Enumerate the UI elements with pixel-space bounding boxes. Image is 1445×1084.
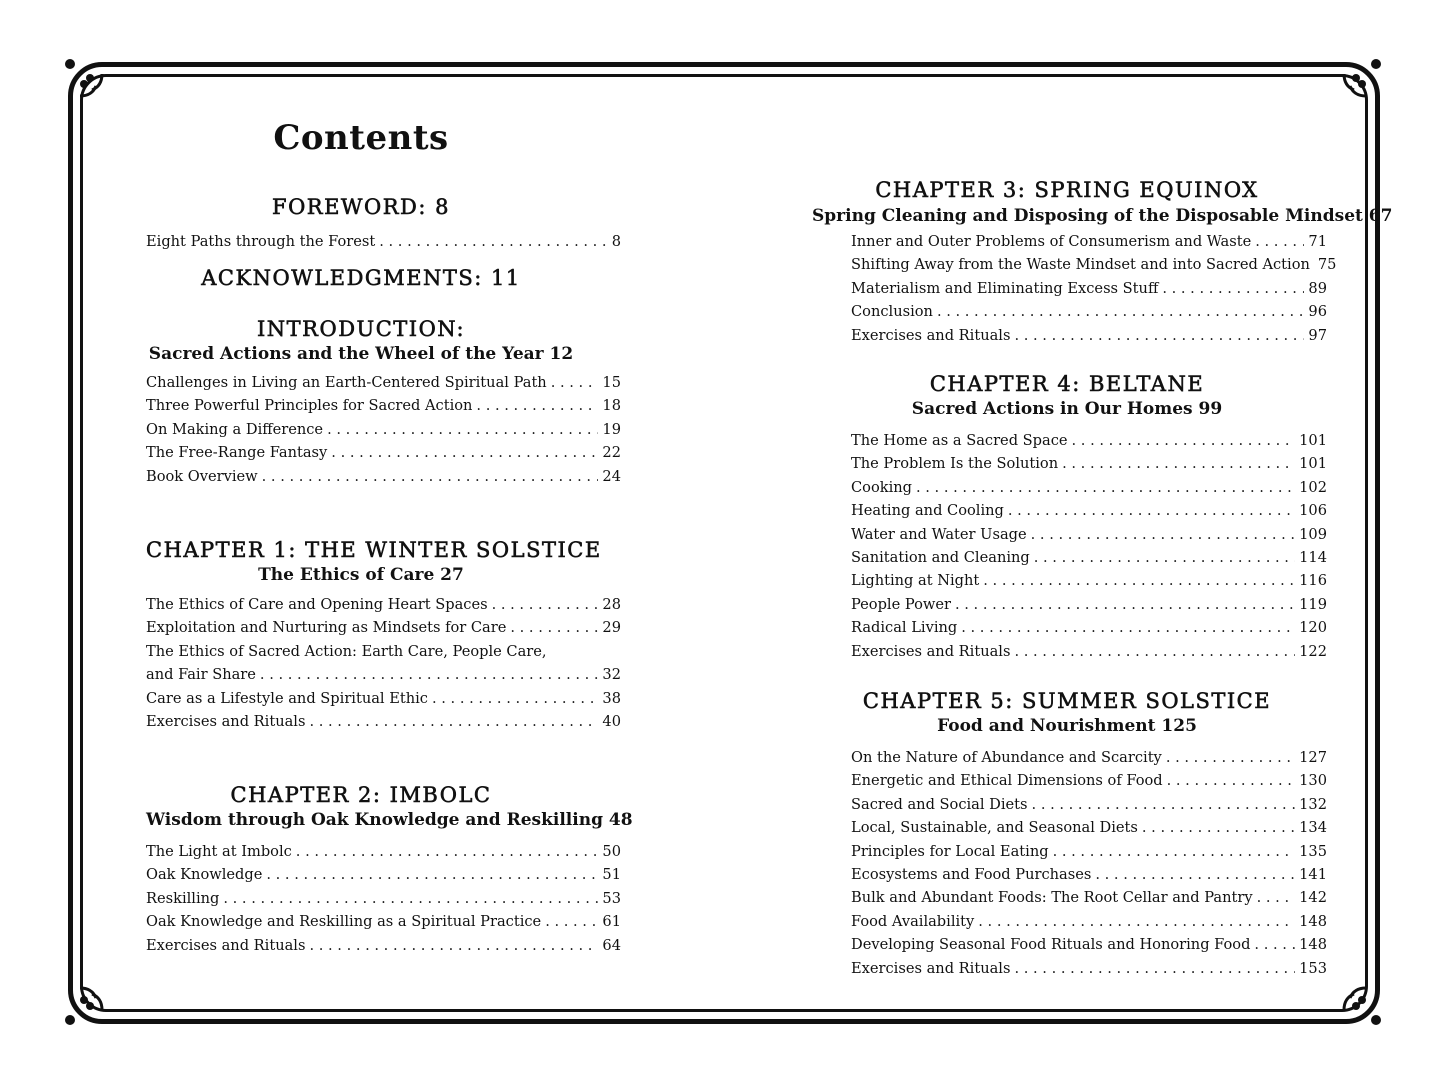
toc-entry-title: Oak Knowledge and Reskilling as a Spiritual Practice [146, 913, 542, 931]
toc-entry[interactable] [851, 595, 1327, 615]
toc-entry-page: 19 [602, 420, 621, 438]
toc-entry-title: Developing Seasonal Food Rituals and Honoring Food [851, 936, 1251, 954]
toc-entry-title: The Home as a Sacred Space [851, 432, 1068, 449]
dot-leader [1255, 232, 1304, 252]
toc-entry-title: Shifting Away from the Waste Mindset and into Sacred Action [851, 256, 1310, 274]
toc-entry-title: Exercises and Rituals [851, 642, 1011, 660]
toc-entry-page: 40 [602, 713, 621, 730]
toc-entry[interactable] [851, 525, 1327, 545]
introduction-heading: INTRODUCTION: [256, 317, 466, 341]
toc-entry[interactable] [851, 935, 1327, 955]
chapter-4-subtitle: Sacred Actions in Our Homes 99 [911, 399, 1223, 419]
toc-entry[interactable] [851, 431, 1327, 451]
corner-ornament-icon [62, 980, 110, 1028]
toc-entry-title: Food Availability [851, 912, 975, 930]
toc-entry[interactable] [851, 302, 1327, 322]
corner-ornament-icon [1336, 980, 1384, 1028]
toc-entry-page: 89 [1308, 279, 1327, 297]
toc-entry[interactable] [851, 478, 1327, 498]
dot-leader [262, 467, 599, 487]
toc-entry-title: Sanitation and Cleaning [851, 549, 1030, 566]
dot-leader [1032, 795, 1296, 815]
toc-entry[interactable] [851, 642, 1327, 662]
toc-entry-page: 101 [1299, 432, 1327, 449]
chapter-3-subtitle: Spring Cleaning and Disposing of the Disposable Mindset 67 [812, 206, 1393, 226]
dot-leader [937, 302, 1304, 322]
toc-entry-page: 15 [602, 374, 621, 391]
toc-entry-title: Book Overview [146, 467, 258, 485]
dot-leader [545, 912, 598, 932]
dot-leader [1095, 865, 1295, 885]
toc-entry[interactable] [851, 326, 1327, 346]
dot-leader [476, 396, 598, 416]
toc-entry-title: On Making a Difference [146, 420, 324, 438]
toc-entry-title: Exercises and Rituals [851, 959, 1011, 977]
dot-leader [983, 571, 1295, 591]
toc-entry[interactable] [851, 959, 1327, 979]
toc-entry-page: 29 [602, 619, 621, 637]
toc-entry[interactable] [851, 888, 1327, 908]
toc-entry-page: 135 [1299, 842, 1327, 860]
toc-entry[interactable] [146, 420, 621, 440]
toc-entry-title: Exploitation and Nurturing as Mindsets for Care [146, 619, 507, 637]
toc-entry-page: 22 [602, 444, 621, 462]
toc-entry-page: 18 [602, 397, 621, 415]
toc-entry[interactable] [146, 373, 621, 393]
toc-entry-page: 24 [602, 467, 621, 485]
dot-leader [955, 595, 1295, 615]
toc-entry[interactable] [146, 396, 621, 416]
dot-leader [1014, 642, 1295, 662]
toc-entry-title: Conclusion [851, 303, 933, 321]
toc-entry[interactable] [146, 595, 621, 615]
toc-entry-title: Bulk and Abundant Foods: The Root Cellar and Pantry [851, 889, 1253, 907]
dot-leader [1257, 888, 1296, 908]
chapter-1-heading: CHAPTER 1: THE WINTER SOLSTICE [146, 538, 602, 562]
toc-entry[interactable] [851, 454, 1327, 474]
toc-entry-page: 97 [1308, 326, 1327, 344]
toc-entry-title: The Free-Range Fantasy [146, 444, 328, 462]
toc-entry[interactable] [851, 795, 1327, 815]
dot-leader [551, 373, 599, 393]
toc-entry-page: 142 [1299, 889, 1327, 907]
toc-entry-title: People Power [851, 595, 951, 613]
chapter-4-heading: CHAPTER 4: BELTANE [929, 372, 1205, 396]
toc-entry[interactable] [146, 842, 621, 862]
acknowledgments-heading: ACKNOWLEDGMENTS: 11 [201, 266, 521, 290]
corner-ornament-icon [62, 56, 110, 104]
toc-entry[interactable] [851, 232, 1327, 252]
toc-entry-title: The Ethics of Care and Opening Heart Spaces [146, 596, 488, 613]
dot-leader [1142, 818, 1295, 838]
toc-entry-page: 50 [602, 843, 621, 860]
toc-entry-title: Exercises and Rituals [146, 713, 306, 730]
toc-entry-title: The Problem Is the Solution [851, 455, 1059, 473]
toc-entry-title: Principles for Local Eating [851, 842, 1049, 860]
toc-entry-title: Materialism and Eliminating Excess Stuff [851, 279, 1159, 297]
toc-entry-page: 38 [602, 689, 621, 707]
toc-entry-title: Ecosystems and Food Purchases [851, 866, 1092, 883]
toc-entry-page: 71 [1308, 233, 1327, 250]
toc-entry[interactable] [146, 889, 621, 909]
toc-entry-page: 122 [1299, 642, 1327, 660]
chapter-5-subtitle: Food and Nourishment 125 [937, 716, 1197, 736]
toc-entry-page: 148 [1299, 936, 1327, 954]
toc-entry-page: 96 [1308, 303, 1327, 321]
toc-entry[interactable] [146, 865, 621, 885]
toc-entry-page: 134 [1299, 819, 1327, 837]
toc-entry-page: 109 [1299, 525, 1327, 543]
toc-entry-page: 106 [1299, 502, 1327, 520]
dot-leader [223, 889, 598, 909]
page-title: Contents [273, 118, 449, 158]
toc-entry-page: 127 [1299, 749, 1327, 766]
dot-leader [1167, 771, 1296, 791]
chapter-2-heading: CHAPTER 2: IMBOLC [230, 783, 492, 807]
chapter-3-heading: CHAPTER 3: SPRING EQUINOX [875, 178, 1259, 202]
toc-entry[interactable] [851, 501, 1327, 521]
toc-entry-page: 32 [602, 666, 621, 684]
dot-leader [327, 420, 598, 440]
dot-leader [1062, 454, 1295, 474]
dot-leader [1014, 326, 1304, 346]
toc-entry[interactable] [851, 548, 1327, 568]
dot-leader [432, 689, 598, 709]
toc-entry-title: Care as a Lifestyle and Spiritual Ethic [146, 689, 428, 707]
toc-entry-page: 148 [1299, 912, 1327, 930]
toc-entry-page: 75 [1317, 256, 1337, 274]
toc-entry-page: 119 [1299, 595, 1327, 613]
foreword-heading: FOREWORD: 8 [272, 195, 450, 219]
toc-entry[interactable] [146, 467, 621, 487]
toc-entry-title: Radical Living [851, 619, 958, 637]
dot-leader [1072, 431, 1296, 451]
toc-entry-title: Lighting at Night [851, 572, 980, 590]
toc-entry[interactable] [851, 748, 1327, 768]
toc-entry-page: 28 [602, 596, 621, 613]
toc-entry-title: Sacred and Social Diets [851, 795, 1028, 813]
toc-entry[interactable] [146, 912, 621, 932]
dot-leader [1166, 748, 1295, 768]
toc-entry-page: 130 [1299, 772, 1327, 790]
toc-entry-title: The Light at Imbolc [146, 843, 292, 860]
toc-entry[interactable] [146, 712, 621, 732]
toc-entry-title: Cooking [851, 478, 912, 496]
toc-entry-title: Oak Knowledge [146, 866, 263, 884]
dot-leader [309, 712, 598, 732]
toc-entry-title: Local, Sustainable, and Seasonal Diets [851, 819, 1138, 837]
dot-leader [1034, 548, 1295, 568]
toc-entry-title: Reskilling [146, 889, 220, 907]
toc-entry[interactable] [851, 255, 1337, 275]
chapter-5-heading: CHAPTER 5: SUMMER SOLSTICE [862, 689, 1272, 713]
toc-entry-title: Water and Water Usage [851, 525, 1027, 543]
toc-entry-page: 101 [1299, 455, 1327, 473]
dot-leader [1014, 959, 1295, 979]
toc-entry-page: 120 [1299, 619, 1327, 637]
dot-leader [296, 842, 599, 862]
toc-entry[interactable] [146, 618, 621, 638]
dot-leader [1162, 279, 1304, 299]
toc-entry-title: Exercises and Rituals [146, 936, 306, 954]
dot-leader [510, 618, 598, 638]
dot-leader [961, 618, 1295, 638]
toc-entry-title: and Fair Share [146, 666, 256, 684]
toc-entry-title: Energetic and Ethical Dimensions of Food [851, 772, 1163, 790]
dot-leader [1008, 501, 1295, 521]
toc-entry-title: On the Nature of Abundance and Scarcity [851, 749, 1162, 766]
toc-entry[interactable] [851, 912, 1327, 932]
toc-entry-title: Heating and Cooling [851, 502, 1004, 520]
toc-entry-page: 132 [1299, 795, 1327, 813]
toc-entry-page: 61 [602, 913, 621, 931]
chapter-1-subtitle: The Ethics of Care 27 [258, 565, 464, 585]
toc-entry[interactable] [146, 665, 621, 685]
toc-entry-title: Three Powerful Principles for Sacred Action [146, 397, 473, 415]
toc-entry[interactable]: The Ethics of Sacred Action: Earth Care, People Care, [146, 642, 547, 660]
toc-entry-page: 102 [1299, 478, 1327, 496]
dot-leader [1254, 935, 1295, 955]
toc-entry-page: 116 [1299, 572, 1327, 590]
introduction-subtitle: Sacred Actions and the Wheel of the Year 12 [148, 344, 574, 364]
toc-entry[interactable] [851, 818, 1327, 838]
toc-entry-page: 51 [602, 866, 621, 884]
dot-leader [916, 478, 1295, 498]
toc-entry-page: 153 [1299, 959, 1327, 977]
toc-entry-title: Exercises and Rituals [851, 326, 1011, 344]
dot-leader [978, 912, 1295, 932]
dot-leader [1053, 842, 1296, 862]
toc-entry-page: 114 [1299, 549, 1327, 566]
toc-entry[interactable] [146, 936, 621, 956]
chapter-2-subtitle: Wisdom through Oak Knowledge and Reskilling 48 [146, 810, 633, 830]
toc-entry[interactable] [851, 865, 1327, 885]
toc-entry[interactable] [146, 689, 621, 709]
dot-leader [331, 443, 598, 463]
dot-leader [492, 595, 599, 615]
toc-entry-page: 64 [602, 936, 621, 954]
toc-entry-page: 141 [1299, 866, 1327, 883]
toc-entry[interactable] [851, 279, 1327, 299]
toc-entry[interactable] [851, 771, 1327, 791]
dot-leader [309, 936, 598, 956]
toc-entry-title: Challenges in Living an Earth-Centered Spiritual Path [146, 374, 547, 391]
toc-entry[interactable] [851, 571, 1327, 591]
dot-leader [1031, 525, 1295, 545]
toc-entry-page: 53 [602, 889, 621, 907]
toc-entry[interactable] [851, 618, 1327, 638]
toc-entry-title: Inner and Outer Problems of Consumerism and Waste [851, 233, 1252, 250]
toc-entry[interactable] [146, 443, 621, 463]
dot-leader [266, 865, 598, 885]
toc-entry[interactable] [851, 842, 1327, 862]
corner-ornament-icon [1336, 56, 1384, 104]
dot-leader [260, 665, 599, 685]
toc-entry[interactable]: Eight Paths through the Forest . . . 8 [146, 232, 621, 252]
